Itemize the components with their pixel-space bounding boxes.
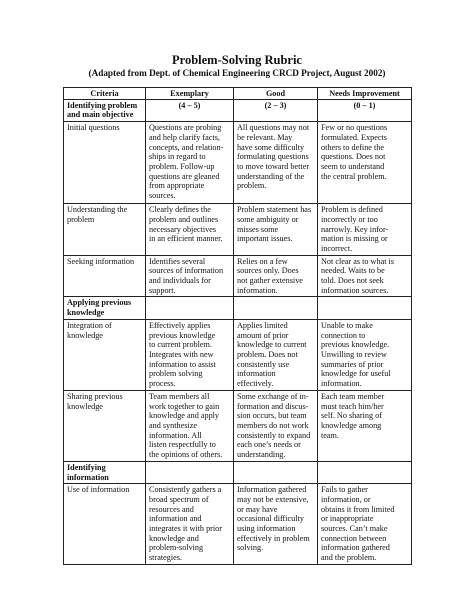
score-range-needs-improvement	[318, 461, 412, 483]
needs-improvement-cell: Problem is defined incorrectly or too narrowly. Key infor- mation is missing or incorrect.	[318, 204, 412, 256]
table-row	[64, 390, 412, 461]
score-range-exemplary	[146, 461, 234, 483]
score-range-good	[234, 297, 318, 319]
score-range-good: (2 – 3)	[234, 99, 318, 121]
table-row	[64, 255, 412, 297]
score-range-exemplary: (4 – 5)	[146, 99, 234, 121]
good-cell: Applies limited amount of prior knowledge to current problem. Does not consistently use information effectively.	[234, 319, 318, 390]
needs-improvement-cell: Unable to make connection to previous knowledge. Unwilling to review summaries of prior knowledge for useful information.	[318, 319, 412, 390]
criterion-label: Use of information	[64, 484, 146, 565]
table-row	[64, 204, 412, 256]
exemplary-cell: Effectively applies previous knowledge to current problem. Integrates with new information to assist problem solving process.	[146, 319, 234, 390]
criterion-label: Understanding the problem	[64, 204, 146, 256]
needs-improvement-cell: Few or no questions formulated. Expects others to define the questions. Does not seem to understand the central problem.	[318, 122, 412, 204]
needs-improvement-cell: Not clear as to what is needed. Waits to be told. Does not seek information sources.	[318, 255, 412, 297]
section-heading-row	[64, 461, 412, 483]
section-heading-row	[64, 297, 412, 319]
section-heading-row	[64, 99, 412, 121]
section-heading: Applying previous knowledge	[64, 297, 146, 319]
good-cell: Some exchange of in- formation and discus- sion occurs, but team members do not work consistently to expand each one’s needs or understanding.	[234, 390, 318, 461]
section-heading: Identifying information	[64, 461, 146, 483]
good-cell: Problem statement has some ambiguity or misses some important issues.	[234, 204, 318, 256]
score-range-needs-improvement	[318, 297, 412, 319]
good-cell: Relies on a few sources only. Does not gather extensive information.	[234, 255, 318, 297]
needs-improvement-cell: Fails to gather information, or obtains it from limited or inappropriate sources. Can’t make connection between information gathered and the problem.	[318, 484, 412, 565]
score-range-needs-improvement: (0 – 1)	[318, 99, 412, 121]
good-cell: All questions may not be relevant. May have some difficulty formulating questions to move toward better understanding of the problem.	[234, 122, 318, 204]
criterion-label: Sharing previous knowledge	[64, 390, 146, 461]
rubric-table	[63, 87, 412, 565]
document-subtitle: (Adapted from Dept. of Chemical Engineering CRCD Project, August 2002)	[88, 68, 386, 78]
criterion-label: Integration of knowledge	[64, 319, 146, 390]
score-range-exemplary	[146, 297, 234, 319]
exemplary-cell: Clearly defines the problem and outlines necessary objectives in an efficient manner.	[146, 204, 234, 256]
table-row	[64, 122, 412, 204]
table-row	[64, 484, 412, 565]
section-heading: Identifying problem and main objective	[64, 99, 146, 121]
header-good: Good	[234, 88, 318, 100]
exemplary-cell: Identifies several sources of information and individuals for support.	[146, 255, 234, 297]
header-needs-improvement: Needs Improvement	[318, 88, 412, 100]
table-header-row	[64, 88, 412, 100]
criterion-label: Initial questions	[64, 122, 146, 204]
needs-improvement-cell: Each team member must teach him/her self. No sharing of knowledge among team.	[318, 390, 412, 461]
document-title: Problem-Solving Rubric	[172, 53, 302, 67]
exemplary-cell: Consistently gathers a broad spectrum of resources and information and integrates it with prior knowledge and problem-solving strategies.	[146, 484, 234, 565]
header-criteria: Criteria	[64, 88, 146, 100]
exemplary-cell: Questions are probing and help clarify facts, concepts, and relation- ships in regard to problem. Follow-up questions are gleaned from appropriate sources.	[146, 122, 234, 204]
header-exemplary: Exemplary	[146, 88, 234, 100]
table-row	[64, 319, 412, 390]
score-range-good	[234, 461, 318, 483]
exemplary-cell: Team members all work together to gain knowledge and apply and synthesize information. All listen respectfully to the opinions of others.	[146, 390, 234, 461]
good-cell: Information gathered may not be extensive, or may have occasional difficulty using information effectively in problem solving.	[234, 484, 318, 565]
criterion-label: Seeking information	[64, 255, 146, 297]
